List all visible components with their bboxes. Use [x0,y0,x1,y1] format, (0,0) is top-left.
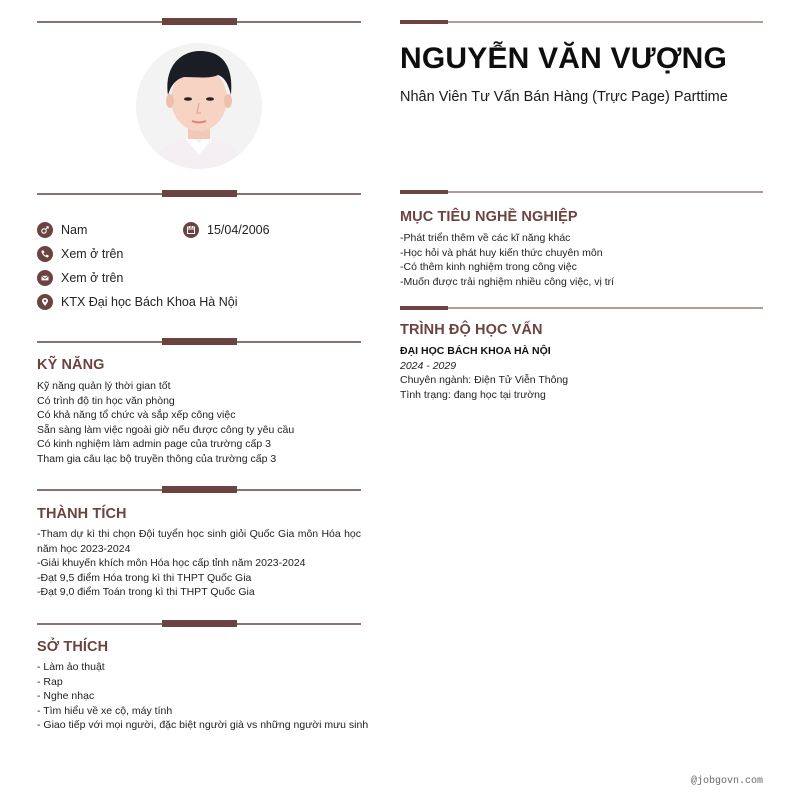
hobby-item: - Rap [37,675,63,688]
achievements-title: THÀNH TÍCH [37,506,127,522]
hobby-item: - Giao tiếp với mọi người, đặc biệt người già vs những người mưu sinh [37,719,369,731]
calendar-icon [183,222,199,238]
career-goal-list [400,231,614,289]
education-title: TRÌNH ĐỘ HỌC VẤN [400,322,543,338]
hobbies-title: SỞ THÍCH [37,639,109,655]
separator [37,486,361,494]
separator [37,190,361,198]
career-goal-item: -Phát triển thêm về các kĩ năng khác [400,232,571,244]
email-icon [37,270,53,286]
avatar [136,43,262,169]
skill-item: Kỹ năng quản lý thời gian tốt [37,380,171,392]
hobby-item: - Tìm hiểu về xe cộ, máy tính [37,704,173,717]
separator [400,306,763,310]
separator [400,190,763,194]
education-school: ĐẠI HỌC BÁCH KHOA HÀ NỘI [400,345,551,357]
separator [400,20,763,24]
watermark: @jobgovn.com [690,776,763,787]
achievement-item: -Đạt 9,0 điểm Toán trong kì thi THPT Quốc Gia [37,586,255,598]
achievements-list [37,527,361,600]
hobbies-list [37,660,368,733]
contact-birthday [183,222,270,238]
location-icon [37,294,53,310]
education-major: Chuyên ngành: Điện Tử Viễn Thông [400,374,569,386]
gender-value: Nam [61,223,88,237]
achievement-item: -Đạt 9,5 điểm Hóa trong kì thi THPT Quốc Gia [37,571,252,584]
email-value: Xem ở trên [61,271,124,285]
profile-photo [136,43,262,169]
phone-icon [37,246,53,262]
skills-list [37,379,294,466]
achievement-item: -Giải khuyến khích môn Hóa học cấp tỉnh năm 2023-2024 [37,557,306,569]
separator [37,338,361,346]
skill-item: Tham gia câu lạc bộ truyền thông của trường cấp 3 [37,452,277,465]
skill-item: Có kinh nghiệm làm admin page của trường cấp 3 [37,438,271,450]
phone-value: Xem ở trên [61,247,124,261]
skill-item: Có khả năng tổ chức và sắp xếp công việc [37,409,236,421]
contact-gender [37,222,87,238]
contact-email [37,270,123,286]
skill-item: Sẵn sàng làm việc ngoài giờ nếu được công ty yêu cầu [37,423,295,436]
birthday-value: 15/04/2006 [207,223,270,237]
career-goal-item: -Học hỏi và phát huy kiến thức chuyên môn [400,246,603,259]
education-years: 2024 - 2029 [400,359,457,372]
contact-phone [37,246,123,262]
hobby-item: - Nghe nhạc [37,690,95,702]
education-status: Tình trạng: đang học tại trường [400,388,546,401]
candidate-name: NGUYỄN VĂN VƯỢNG [400,42,728,75]
address-value: KTX Đại học Bách Khoa Hà Nội [61,295,238,309]
career-goal-title: MỤC TIÊU NGHỀ NGHIỆP [400,209,578,225]
education-entry [400,344,568,402]
gender-icon [37,222,53,238]
contact-address [37,294,237,310]
career-goal-item: -Có thêm kinh nghiệm trong công việc [400,261,577,273]
job-title: Nhân Viên Tư Vấn Bán Hàng (Trực Page) Parttime [400,89,728,105]
skill-item: Có trình độ tin học văn phòng [37,394,175,407]
career-goal-item: -Muốn được trải nghiệm nhiều công việc, vị trí [400,275,615,288]
hobby-item: - Làm ảo thuật [37,661,105,673]
separator [37,18,361,26]
skills-title: KỸ NĂNG [37,357,105,373]
separator [37,620,361,628]
achievement-item: -Tham dự kì thi chọn Đội tuyển học sinh giỏi Quốc Gia môn Hóa học năm học 2023-2024 [37,528,361,555]
